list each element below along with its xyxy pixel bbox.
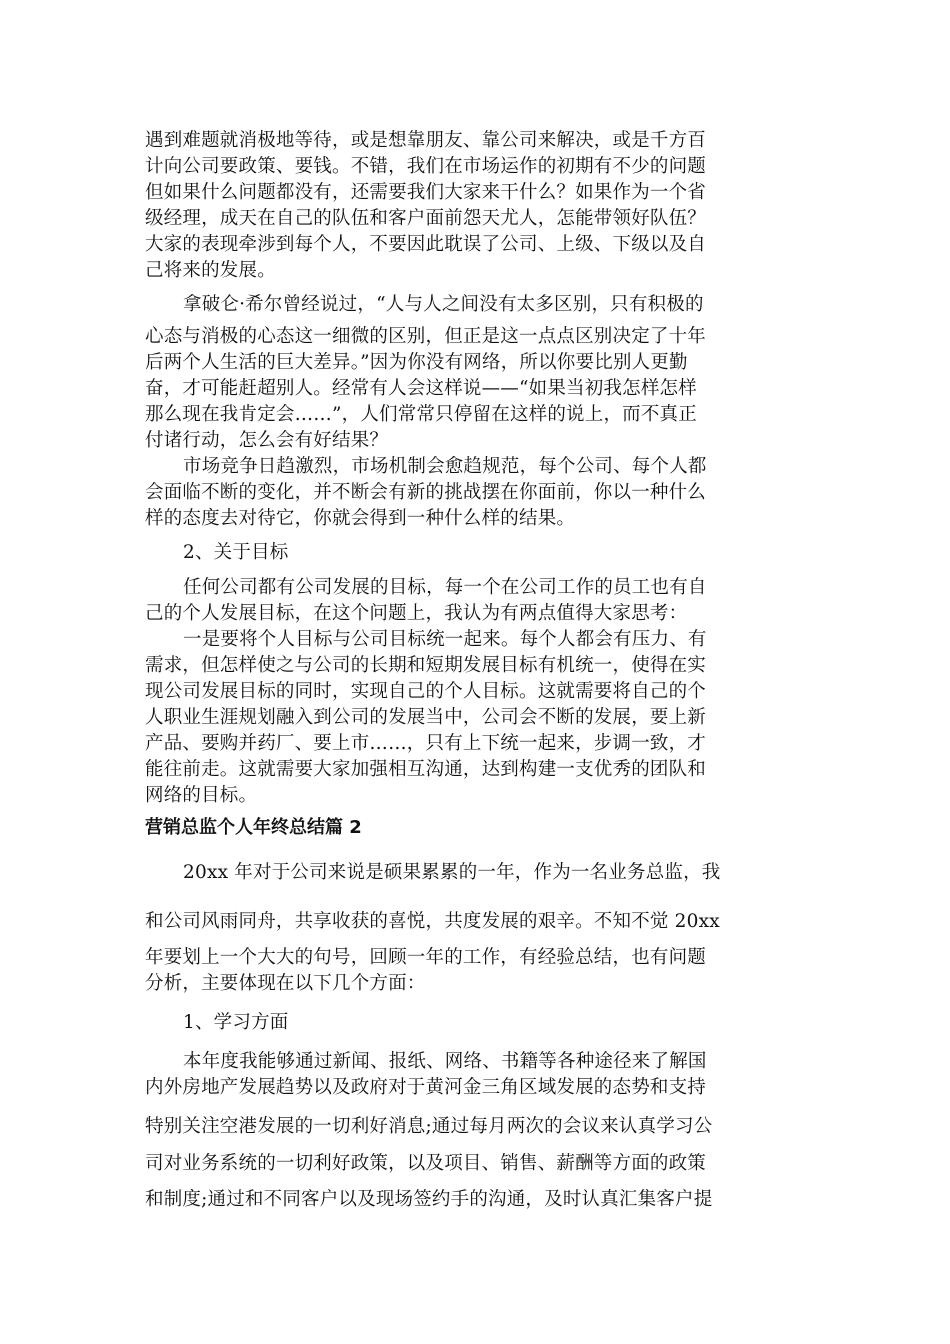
text-line: 和公司风雨同舟，共享收获的喜悦，共度发展的艰辛。不知不觉 20xx	[145, 911, 720, 932]
text-line: 计向公司要政策、要钱。不错，我们在市场运作的初期有不少的问题	[145, 156, 707, 177]
text-line: 遇到难题就消极地等待，或是想靠朋友、靠公司来解决，或是千方百	[145, 130, 707, 151]
text-line: 年要划上一个大大的句号，回顾一年的工作，有经验总结，也有问题	[145, 947, 707, 968]
text-line: 奋，才可能赶超别人。经常有人会这样说——“如果当初我怎样怎样	[145, 378, 697, 399]
text-line: 付诸行动，怎么会有好结果？	[145, 430, 389, 451]
section-heading: 营销总监个人年终总结篇 2	[145, 817, 362, 838]
paragraph-first-line: 本年度我能够通过新闻、报纸、网络、书籍等各种途径来了解国	[183, 1051, 707, 1072]
text-line: 网络的目标。	[145, 785, 258, 806]
text-line: 需求，但怎样使之与公司的长期和短期发展目标有机统一，使得在实	[145, 655, 707, 676]
text-line: 现公司发展目标的同时，实现自己的个人目标。这就需要将自己的个	[145, 681, 707, 702]
text-line: 特别关注空港发展的一切利好消息;通过每月两次的会议来认真学习公	[145, 1116, 713, 1137]
text-line: 司对业务系统的一切利好政策，以及项目、销售、薪酬等方面的政策	[145, 1153, 707, 1174]
text-line: 会面临不断的变化，并不断会有新的挑战摆在你面前，你以一种什么	[145, 482, 707, 503]
section-label: 1、学习方面	[183, 1012, 289, 1033]
text-line: 人职业生涯规划融入到公司的发展当中，公司会不断的发展，要上新	[145, 707, 707, 728]
text-line: 样的态度去对待它，你就会得到一种什么样的结果。	[145, 508, 576, 529]
text-line: 和制度;通过和不同客户以及现场签约手的沟通，及时认真汇集客户提	[145, 1189, 713, 1210]
paragraph-first-line: 一是要将个人目标与公司目标统一起来。每个人都会有压力、有	[183, 629, 707, 650]
text-line: 内外房地产发展趋势以及政府对于黄河金三角区域发展的态势和支持	[145, 1077, 707, 1098]
text-line: 分析，主要体现在以下几个方面：	[145, 973, 426, 994]
text-line: 级经理，成天在自己的队伍和客户面前怨天尤人，怎能带领好队伍？	[145, 208, 707, 229]
text-line: 后两个人生活的巨大差异。”因为你没有网络，所以你要比别人更勤	[145, 352, 688, 373]
text-line: 大家的表现牵涉到每个人，不要因此耽误了公司、上级、下级以及自	[145, 234, 707, 255]
text-line: 能往前走。这就需要大家加强相互沟通，达到构建一支优秀的团队和	[145, 759, 707, 780]
text-line: 但如果什么问题都没有，还需要我们大家来干什么？如果作为一个省	[145, 182, 707, 203]
text-line: 己的个人发展目标，在这个问题上，我认为有两点值得大家思考：	[145, 603, 688, 624]
text-line: 心态与消极的心态这一细微的区别，但正是这一点点区别决定了十年	[145, 326, 707, 347]
paragraph-first-line: 20xx 年对于公司来说是硕果累累的一年，作为一名业务总监，我	[183, 862, 721, 883]
section-label: 2、关于目标	[183, 542, 289, 563]
paragraph-first-line: 任何公司都有公司发展的目标，每一个在公司工作的员工也有自	[183, 577, 707, 598]
text-line: 那么现在我肯定会……”，人们常常只停留在这样的说上，而不真正	[145, 404, 697, 425]
text-line: 产品、要购并药厂、要上市……，只有上下统一起来，步调一致，才	[145, 733, 707, 754]
paragraph-first-line: 拿破仑·希尔曾经说过，“人与人之间没有太多区别，只有积极的	[183, 294, 704, 315]
text-line: 己将来的发展。	[145, 260, 276, 281]
paragraph-first-line: 市场竞争日趋激烈，市场机制会愈趋规范，每个公司、每个人都	[183, 456, 707, 477]
